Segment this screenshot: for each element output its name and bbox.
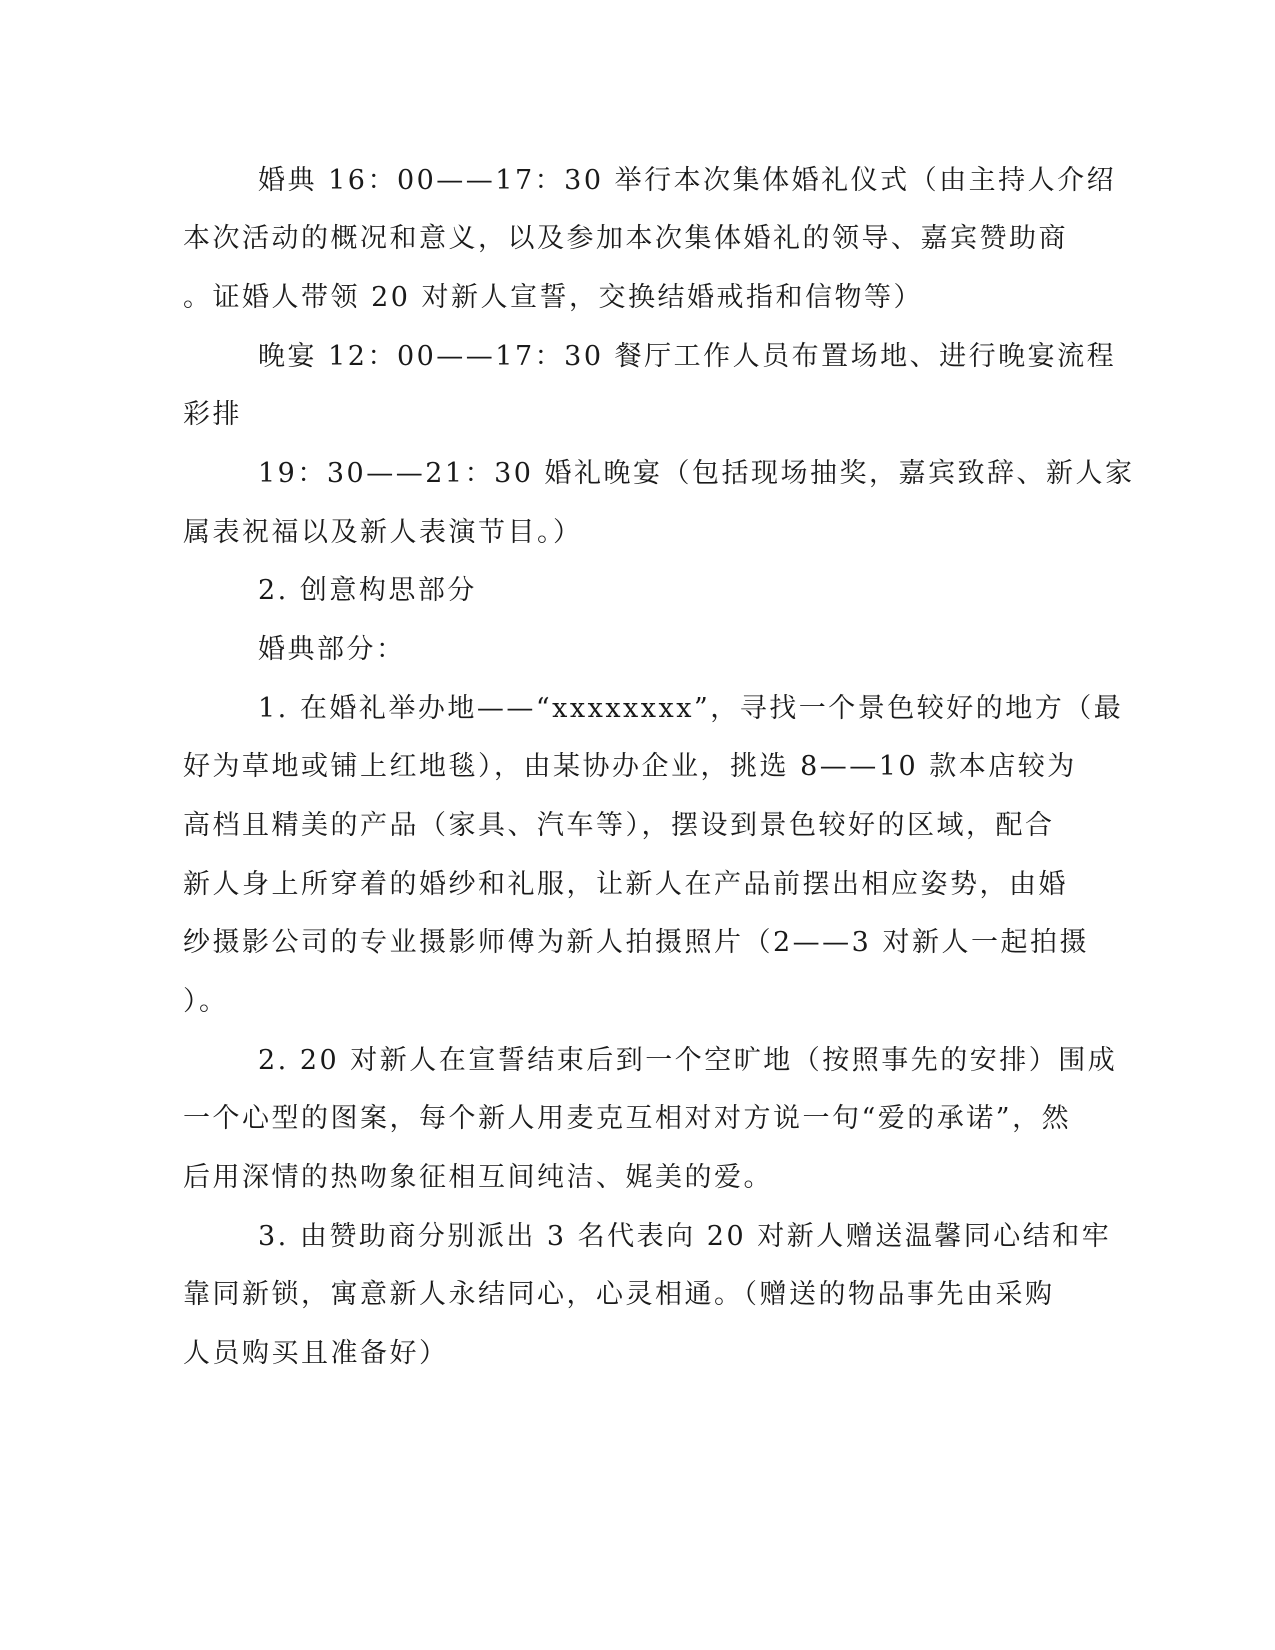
paragraph-line: 3. 由赞助商分别派出 3 名代表向 20 对新人赠送温馨同心结和牢 xyxy=(258,1221,1112,1252)
paragraph-line: 纱摄影公司的专业摄影师傅为新人拍摄照片（2——3 对新人一起拍摄 xyxy=(183,927,1089,958)
section-heading: 2. 创意构思部分 xyxy=(258,575,477,606)
paragraph-line: 婚典 16：00——17：30 举行本次集体婚礼仪式（由主持人介绍 xyxy=(258,165,1117,196)
paragraph-line: 19：30——21：30 婚礼晚宴（包括现场抽奖，嘉宾致辞、新人家 xyxy=(258,458,1135,489)
paragraph-line: 属表祝福以及新人表演节目。） xyxy=(183,517,583,548)
paragraph-line: 人员购买且准备好） xyxy=(183,1338,449,1369)
paragraph-line: 好为草地或铺上红地毯），由某协办企业，挑选 8——10 款本店较为 xyxy=(183,751,1077,782)
paragraph-line: 1. 在婚礼举办地——“xxxxxxxx”，寻找一个景色较好的地方（最 xyxy=(258,693,1124,724)
paragraph-line: 新人身上所穿着的婚纱和礼服，让新人在产品前摆出相应姿势，由婚 xyxy=(183,869,1068,900)
subsection-heading: 婚典部分： xyxy=(258,634,406,665)
paragraph-line: 彩排 xyxy=(183,399,242,430)
paragraph-line: 晚宴 12：00——17：30 餐厅工作人员布置场地、进行晚宴流程 xyxy=(258,341,1117,372)
paragraph-line: ）。 xyxy=(183,986,229,1017)
paragraph-line: 后用深情的热吻象征相互间纯洁、娓美的爱。 xyxy=(183,1162,773,1193)
paragraph-line: 一个心型的图案，每个新人用麦克互相对对方说一句“爱的承诺”，然 xyxy=(183,1103,1072,1134)
paragraph-line: 靠同新锁，寓意新人永结同心，心灵相通。（赠送的物品事先由采购 xyxy=(183,1279,1055,1310)
paragraph-line: 2. 20 对新人在宣誓结束后到一个空旷地（按照事先的安排）围成 xyxy=(258,1045,1118,1076)
paragraph-line: 高档且精美的产品（家具、汽车等），摆设到景色较好的区域，配合 xyxy=(183,810,1055,841)
paragraph-line: 。证婚人带领 20 对新人宣誓，交换结婚戒指和信物等） xyxy=(183,282,924,313)
paragraph-line: 本次活动的概况和意义，以及参加本次集体婚礼的领导、嘉宾赞助商 xyxy=(183,223,1068,254)
